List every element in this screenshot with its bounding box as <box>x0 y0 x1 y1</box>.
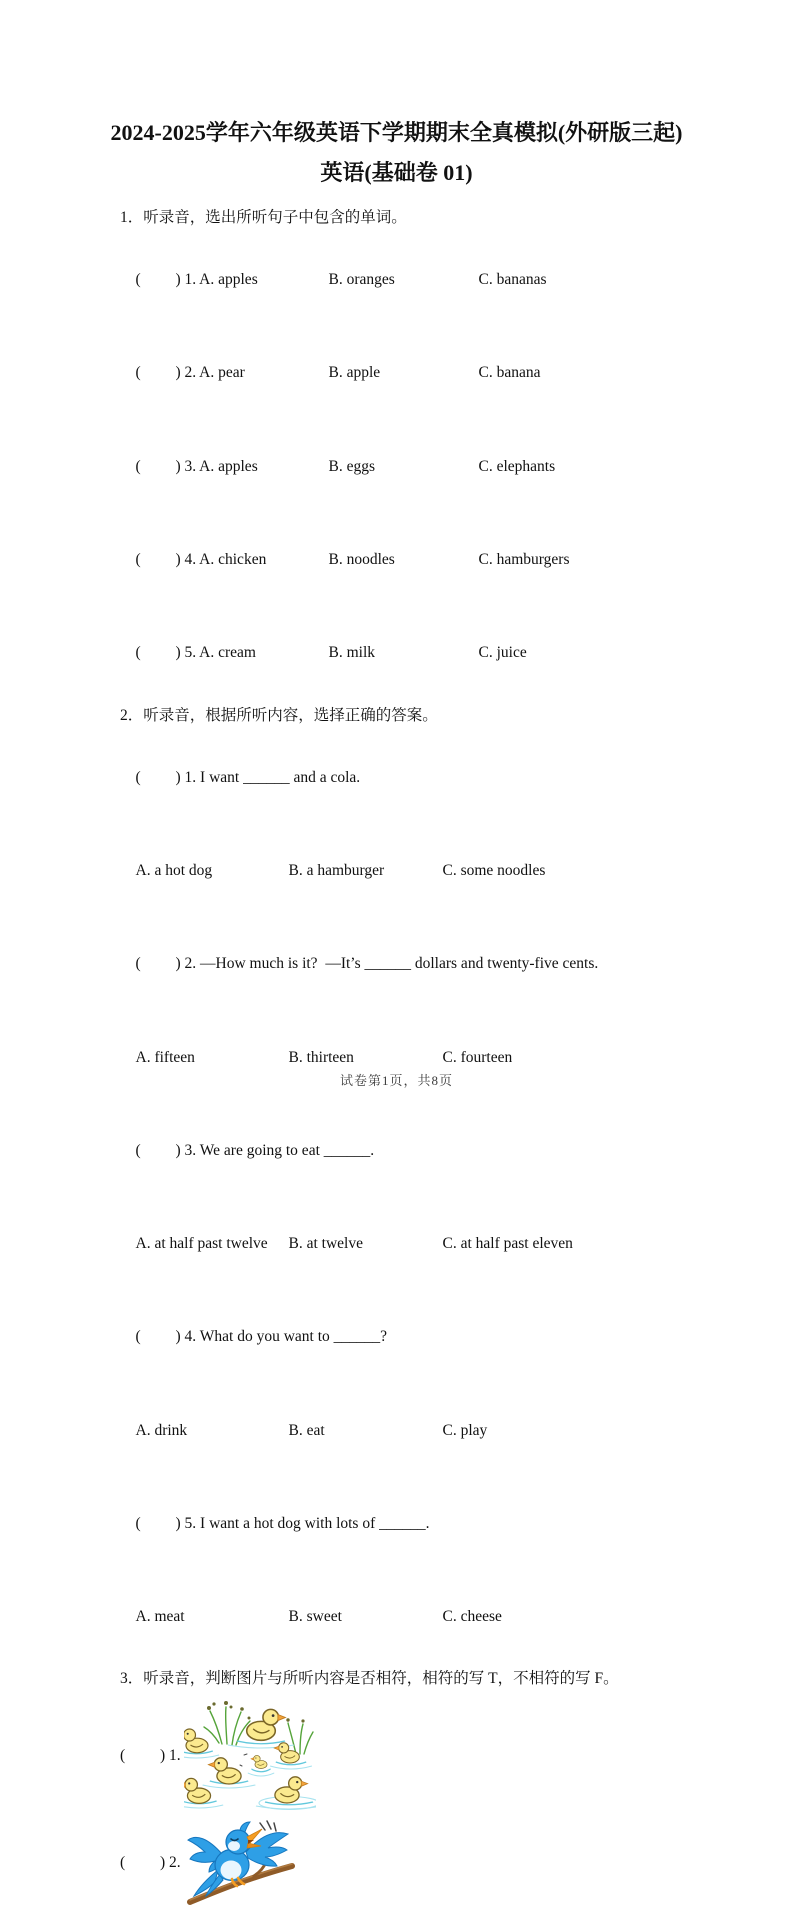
s1-item-3 <box>0 420 793 513</box>
question-text: ) 5. I want a hot dog with lots of ______. <box>175 1514 430 1532</box>
s2-options-3 <box>0 1197 793 1290</box>
option-c: C. fourteen <box>442 1048 513 1066</box>
section1-heading: 1．听录音，选出所听句子中包含的单词。 <box>120 209 407 226</box>
grass-left-icon <box>204 1707 250 1745</box>
s2-question-4 <box>0 1290 793 1383</box>
option-b: B. noodles <box>328 551 395 569</box>
grass-right-icon <box>288 1723 313 1754</box>
option-b: B. milk <box>328 644 376 662</box>
answer-paren: ( <box>135 457 141 475</box>
s3-item-2 <box>0 1819 793 1907</box>
question-text: ) 2. —How much is it? —It’s ______ dollars and twenty-five cents. <box>175 955 599 973</box>
option-a: A. a hot dog <box>135 861 213 879</box>
exam-title-line1: 2024-2025学年六年级英语下学期期末全真模拟(外研版三起) <box>110 120 683 145</box>
option-c: C. bananas <box>478 271 547 289</box>
s2-options-4 <box>0 1384 793 1477</box>
grass-flowers-right-icon <box>286 1718 304 1722</box>
option-c: C. hamburgers <box>478 551 570 569</box>
s1-item-2 <box>0 326 793 419</box>
s1-item-5 <box>0 606 793 699</box>
option-b: B. a hamburger <box>288 861 385 879</box>
s2-question-1 <box>0 731 793 824</box>
answer-paren: ( <box>135 955 141 973</box>
s2-question-5 <box>0 1477 793 1570</box>
s2-question-3 <box>0 1104 793 1197</box>
bird-belly <box>221 1860 242 1879</box>
option-a: A. at half past twelve <box>135 1235 268 1253</box>
option-c: C. at half past eleven <box>442 1235 573 1253</box>
s2-options-1 <box>0 824 793 917</box>
singing-lines-icon <box>260 1821 276 1831</box>
option-b: B. eggs <box>328 457 375 475</box>
s2-options-2 <box>0 1010 793 1103</box>
question-text: ) 1. I want ______ and a cola. <box>175 768 361 786</box>
bird-head <box>226 1830 250 1854</box>
s2-question-2 <box>0 917 793 1010</box>
option-b: B. thirteen <box>288 1048 354 1066</box>
option-b: B. oranges <box>328 271 395 289</box>
option-a: ) 2. A. pear <box>175 364 245 382</box>
option-a: ) 1. A. apples <box>175 271 258 289</box>
section3-heading: 3．听录音，判断图片与所听内容是否相符，相符的写 T，不相符的写 F。 <box>120 1670 619 1688</box>
option-a: A. fifteen <box>135 1048 195 1066</box>
s1-item-1 <box>0 233 793 326</box>
grass-flowers-left-icon <box>207 1701 251 1720</box>
option-a: A. drink <box>135 1421 188 1439</box>
option-c: C. elephants <box>478 457 556 475</box>
crest-icon <box>240 1822 250 1832</box>
answer-paren: ( <box>135 1514 141 1532</box>
option-b: B. eat <box>288 1421 325 1439</box>
option-b: B. sweet <box>288 1608 342 1626</box>
section2-heading: 2．听录音，根据所听内容，选择正确的答案。 <box>120 706 438 724</box>
answer-paren: ( <box>135 768 141 786</box>
page-footer: 试卷第1页，共8页 <box>339 1073 453 1088</box>
question-text: ) 4. What do you want to ______? <box>175 1328 388 1346</box>
item-number: ) 1. <box>160 1746 181 1764</box>
answer-paren: ( <box>135 551 141 569</box>
option-c: C. juice <box>478 644 527 662</box>
answer-paren: ( <box>135 644 141 662</box>
answer-paren: ( <box>135 364 141 382</box>
option-a: ) 3. A. apples <box>175 457 258 475</box>
ducklings-pond-image <box>184 1699 316 1813</box>
option-c: C. play <box>442 1421 488 1439</box>
s2-options-5 <box>0 1570 793 1663</box>
cheek <box>228 1841 240 1851</box>
s3-item-1 <box>0 1698 793 1814</box>
answer-paren: ( <box>120 1746 126 1764</box>
option-c: C. cheese <box>442 1608 502 1626</box>
answer-paren: ( <box>135 1141 141 1159</box>
option-a: A. meat <box>135 1608 185 1626</box>
option-a: ) 5. A. cream <box>175 644 256 662</box>
s1-item-4 <box>0 513 793 606</box>
option-b: B. at twelve <box>288 1235 363 1253</box>
item-number: ) 2. <box>160 1853 181 1871</box>
option-a: ) 4. A. chicken <box>175 551 267 569</box>
blue-bird-image <box>184 1820 296 1906</box>
exam-title-line2: 英语(基础卷 01) <box>320 160 473 185</box>
option-b: B. apple <box>328 364 381 382</box>
option-c: C. some noodles <box>442 861 546 879</box>
option-c: C. banana <box>478 364 541 382</box>
answer-paren: ( <box>135 1328 141 1346</box>
question-text: ) 3. We are going to eat ______. <box>175 1141 375 1159</box>
answer-paren: ( <box>120 1853 126 1871</box>
answer-paren: ( <box>135 271 141 289</box>
